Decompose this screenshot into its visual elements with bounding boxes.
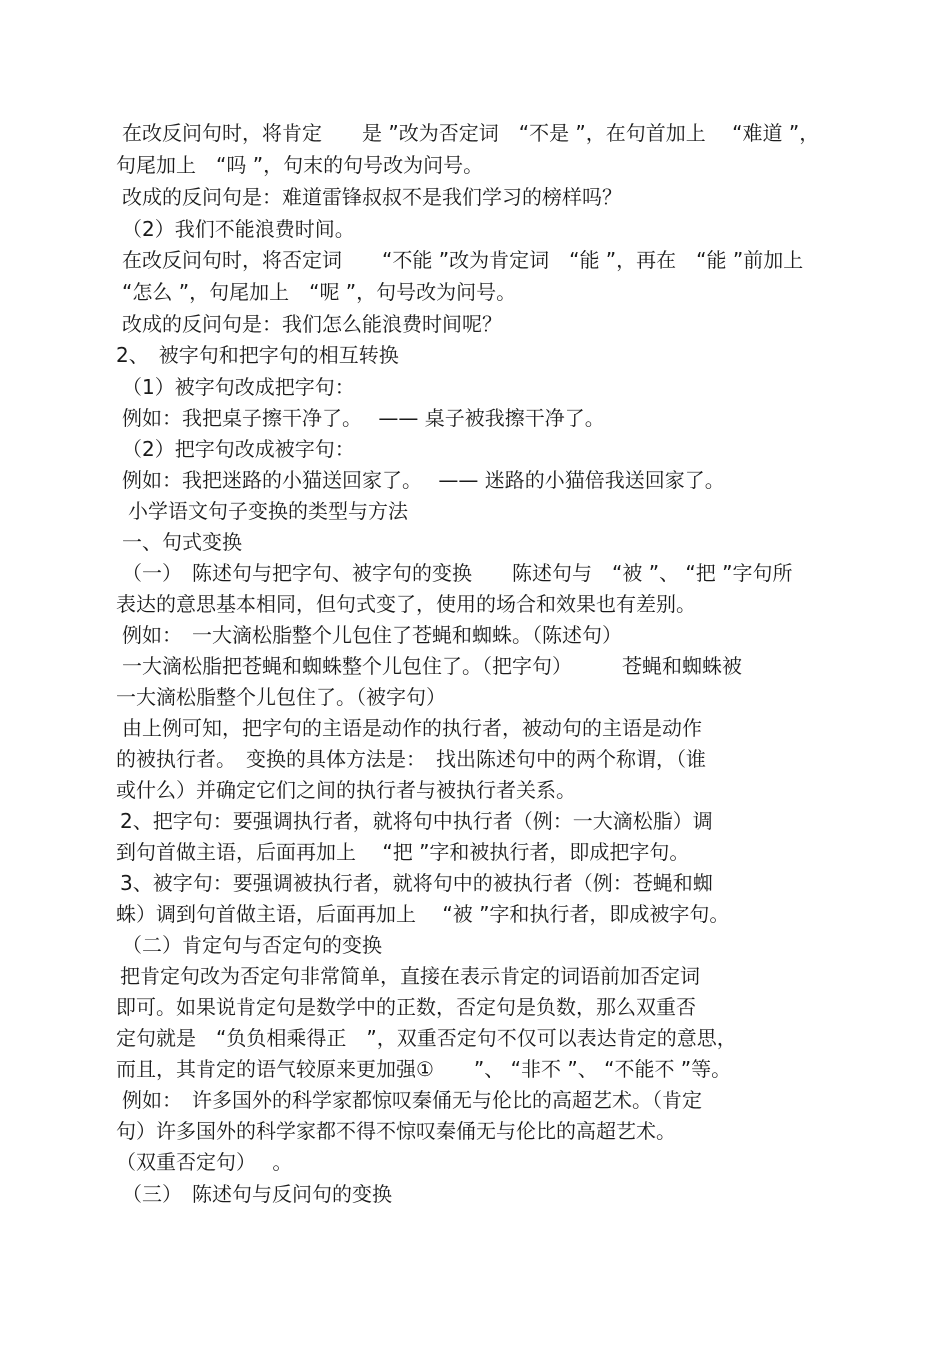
text-line-1: 在改反问句时，将肯定 是 ”改为否定词 “不是 ”，在句首加上 “难道 ”， <box>122 121 820 145</box>
section-heading-1: 一、句式变换 <box>122 530 242 554</box>
text-line-2: 句尾加上 “吗 ”，句末的句号改为问号。 <box>116 153 484 177</box>
text-line-9: （1）被字句改成把字句： <box>122 375 355 399</box>
text-line-26: 蛛）调到句首做主语，后面再加上 “被 ”字和执行者，即成被字句。 <box>116 902 730 926</box>
text-line-19: 一大滴松脂整个儿包住了。（被字句） <box>116 685 446 709</box>
text-line-4: （2）我们不能浪费时间。 <box>122 217 355 241</box>
text-line-16: 表达的意思基本相同，但句式变了，使用的场合和效果也有差别。 <box>116 592 696 616</box>
text-line-33: 句）许多国外的科学家都不得不惊叹秦俑无与伦比的高超艺术。 <box>116 1119 676 1143</box>
text-line-31: 而且，其肯定的语气较原来更加强① ”、 “非不 ”、 “不能不 ”等。 <box>116 1057 732 1081</box>
text-line-3: 改成的反问句是：难道雷锋叔叔不是我们学习的榜样吗？ <box>122 185 622 209</box>
text-line-17: 例如： 一大滴松脂整个儿包住了苍蝇和蜘蛛。（陈述句） <box>122 623 622 647</box>
text-line-11: （2）把字句改成被字句： <box>122 437 355 461</box>
text-line-29: 即可。如果说肯定句是数学中的正数，否定句是负数，那么双重否 <box>116 995 696 1019</box>
text-line-32: 例如： 许多国外的科学家都惊叹秦俑无与伦比的高超艺术。（肯定 <box>122 1088 702 1112</box>
text-line-7: 改成的反问句是：我们怎么能浪费时间呢？ <box>122 312 502 336</box>
text-line-25: 3、被字句：要强调被执行者，就将句中的被执行者（例：苍蝇和蜘 <box>120 871 713 895</box>
text-line-12: 例如：我把迷路的小猫送回家了。 —— 迷路的小猫倍我送回家了。 <box>122 468 725 492</box>
text-line-24: 到句首做主语，后面再加上 “把 ”字和被执行者，即成把字句。 <box>116 840 690 864</box>
text-line-23: 2、把字句：要强调执行者，就将句中执行者（例：一大滴松脂）调 <box>120 809 713 833</box>
text-line-15: （一） 陈述句与把字句、被字句的变换 陈述句与 “被 ”、 “把 ”字句所 <box>122 561 793 585</box>
text-line-35: （三） 陈述句与反问句的变换 <box>122 1182 392 1206</box>
article-title: 小学语文句子变换的类型与方法 <box>128 499 408 523</box>
text-line-18: 一大滴松脂把苍蝇和蜘蛛整个儿包住了。（把字句） 苍蝇和蜘蛛被 <box>122 654 742 678</box>
text-line-5: 在改反问句时，将否定词 “不能 ”改为肯定词 “能 ”，再在 “能 ”前加上 <box>122 248 804 272</box>
text-line-27: （二）肯定句与否定句的变换 <box>122 933 382 957</box>
section-heading-2: 2、 被字句和把字句的相互转换 <box>116 343 399 367</box>
text-line-6: “怎么 ”，句尾加上 “呢 ”，句号改为问号。 <box>122 280 517 304</box>
text-line-21: 的被执行者。 变换的具体方法是： 找出陈述句中的两个称谓，（谁 <box>116 747 706 771</box>
text-line-28: 把肯定句改为否定句非常简单，直接在表示肯定的词语前加否定词 <box>120 964 700 988</box>
text-line-30: 定句就是 “负负相乘得正 ”，双重否定句不仅可以表达肯定的意思， <box>116 1026 737 1050</box>
text-line-34: （双重否定句） 。 <box>116 1150 293 1174</box>
text-line-20: 由上例可知，把字句的主语是动作的执行者，被动句的主语是动作 <box>122 716 702 740</box>
text-line-22: 或什么）并确定它们之间的执行者与被执行者关系。 <box>116 778 576 802</box>
text-line-10: 例如：我把桌子擦干净了。 —— 桌子被我擦干净了。 <box>122 406 605 430</box>
